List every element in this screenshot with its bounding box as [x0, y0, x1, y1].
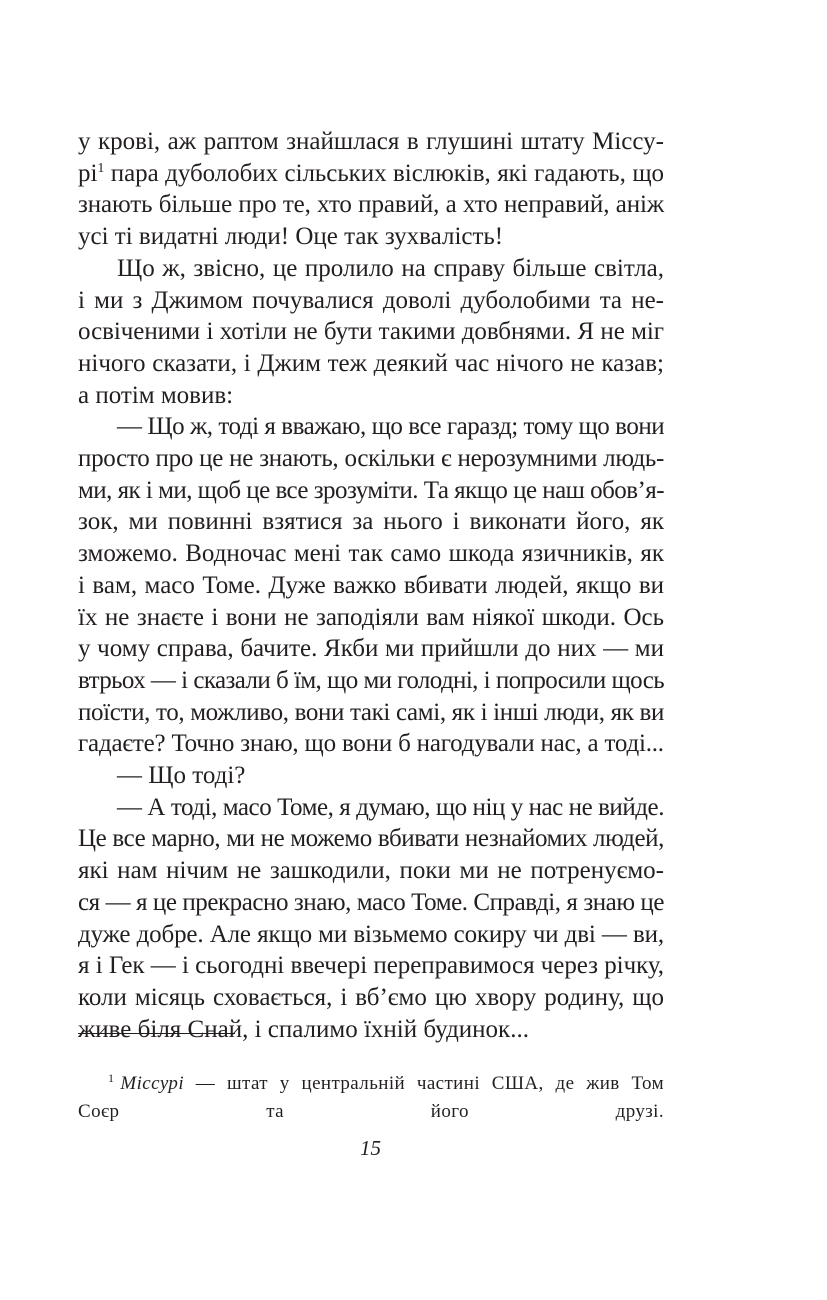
- text-line: живе біля Снай, і спалимо їхній будинок...: [78, 1015, 529, 1043]
- text-line: їх не знаєте і вони не заподіяли вам ніякої шкоди. Ось: [78, 603, 664, 631]
- text-line: усі ті видатні люди! Оце так зухвалість!: [78, 223, 504, 251]
- footnote-term: Міссурі: [120, 1073, 185, 1094]
- text-line: гадаєте? Точно знаю, що вони б нагодували нас, а тоді...: [78, 730, 664, 758]
- dialogue-line: — Що тоді?: [117, 762, 246, 790]
- text-line: рі$^1$ пара дуболобих сільських віслюків, які гадають, що: [78, 159, 664, 187]
- text-line: я і Гек — і сьогодні ввечері переправимося через річку,: [78, 952, 664, 980]
- text-line: ми, як і ми, щоб це все зрозуміти. Та якщо це наш обов’я-: [78, 476, 664, 504]
- text-line: дуже добре. Але якщо ми візьмемо сокиру чи дві — ви,: [78, 920, 664, 948]
- paragraph-start-line: Що ж, звісно, це пролило на справу більше світла,: [117, 254, 664, 282]
- text-line: а потім мовив:: [78, 381, 234, 409]
- text-line: втрьох — і сказали б їм, що ми голодні, і попросили щось: [78, 666, 664, 694]
- footnote-line: $^1$ Міссурі — штат у центральній частині США, де жив Том: [108, 1071, 664, 1094]
- text-line: які нам нічим не зашкодили, поки ми не потренуємо-: [78, 857, 664, 885]
- text-line: ся — я це прекрасно знаю, масо Томе. Справді, я знаю це: [78, 888, 664, 916]
- text-line: у чому справа, бачите. Якби ми прийшли до них — ми: [78, 635, 664, 663]
- text-line: знають більше про те, хто правий, а хто неправий, аніж: [78, 191, 664, 219]
- text-line: освіченими і хотіли не бути такими довбнями. Я не міг: [78, 318, 664, 346]
- footnote-marker: 1: [108, 1071, 115, 1085]
- page-number: 15: [360, 1136, 381, 1160]
- footnote-reference[interactable]: 1: [97, 160, 105, 176]
- dialogue-line: — А тоді, масо Томе, я думаю, що ніц у нас не вийде.: [117, 793, 664, 821]
- text-line: зможемо. Водночас мені так само шкода язичників, як: [78, 540, 664, 568]
- footnote: [78, 1070, 664, 1126]
- text-line: і ми з Джимом почувалися доволі дуболобими та не-: [78, 286, 664, 314]
- text-line: зок, ми повинні взятися за нього і виконати його, як: [78, 508, 664, 536]
- text-line: нічого сказати, і Джим теж деякий час нічого не казав;: [78, 349, 664, 377]
- body-text: [78, 126, 664, 1045]
- text-line: і вам, масо Томе. Дуже важко вбивати людей, якщо ви: [78, 571, 664, 599]
- footnote-divider: [78, 1033, 235, 1034]
- text-line: коли місяць сховається, і вб’ємо цю хвору родину, що: [78, 983, 664, 1011]
- dialogue-line: — Що ж, тоді я вважаю, що все гаразд; тому що вони: [117, 413, 665, 441]
- text-line: у крові, аж раптом знайшлася в глушині штату Міссу-: [78, 128, 664, 155]
- text-line: поїсти, то, можливо, вони такі самі, як і інші люди, як ви: [78, 698, 664, 726]
- text-line: Це все марно, ми не можемо вбивати незнайомих людей,: [78, 825, 664, 853]
- text-line: просто про це не знають, оскільки є нерозумними людь-: [78, 445, 664, 473]
- footnote-line: Соєр та його друзі.: [78, 1101, 664, 1122]
